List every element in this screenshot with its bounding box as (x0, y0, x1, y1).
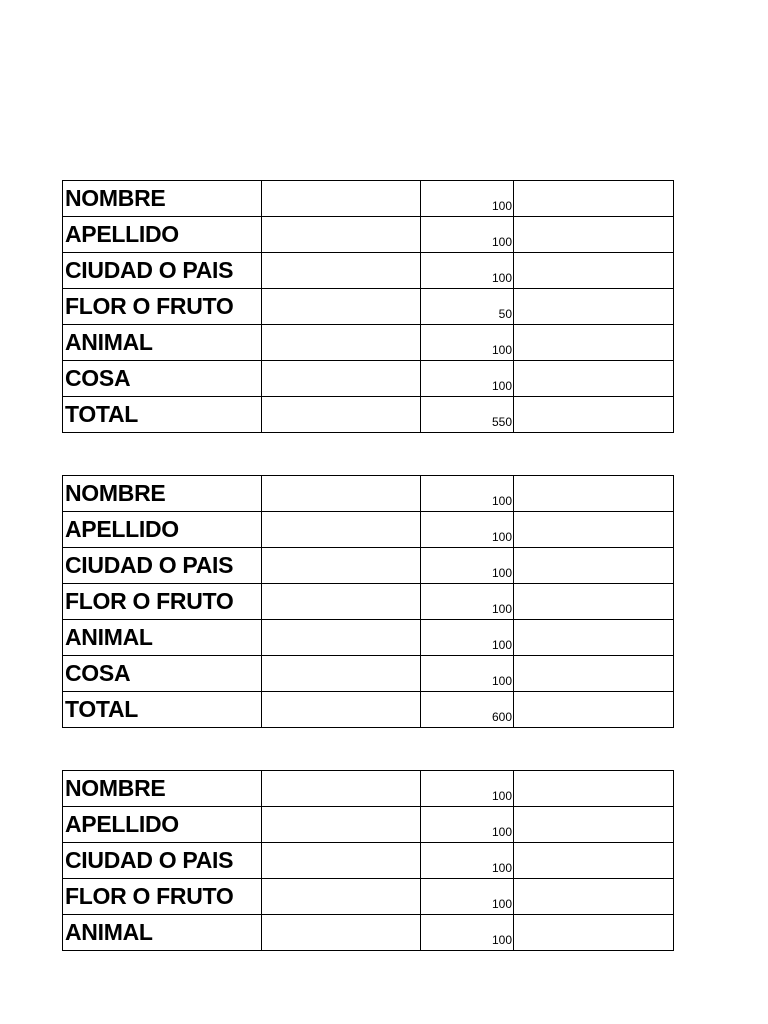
extra-cell[interactable] (514, 584, 674, 620)
points-cell: 100 (421, 843, 514, 879)
points-cell: 100 (421, 361, 514, 397)
table-row (63, 512, 674, 548)
table-row (63, 476, 674, 512)
table-row (63, 548, 674, 584)
points-cell: 100 (421, 325, 514, 361)
row-label: FLOR O FRUTO (63, 584, 262, 620)
points-cell: 100 (421, 512, 514, 548)
points-cell: 100 (421, 771, 514, 807)
table-row (63, 397, 674, 433)
answer-cell[interactable] (262, 584, 421, 620)
row-label: ANIMAL (63, 915, 262, 951)
extra-cell[interactable] (514, 253, 674, 289)
row-label: COSA (63, 656, 262, 692)
points-cell: 100 (421, 879, 514, 915)
answer-cell[interactable] (262, 656, 421, 692)
extra-cell[interactable] (514, 548, 674, 584)
answer-cell[interactable] (262, 807, 421, 843)
answer-cell[interactable] (262, 217, 421, 253)
points-cell: 100 (421, 620, 514, 656)
table-row (63, 879, 674, 915)
table-row (63, 217, 674, 253)
extra-cell[interactable] (514, 476, 674, 512)
score-table-body (63, 771, 674, 951)
row-label: TOTAL (63, 397, 262, 433)
points-cell: 100 (421, 584, 514, 620)
extra-cell[interactable] (514, 620, 674, 656)
score-table-body (63, 476, 674, 728)
answer-cell[interactable] (262, 289, 421, 325)
points-cell: 100 (421, 476, 514, 512)
row-label: ANIMAL (63, 325, 262, 361)
row-label: FLOR O FRUTO (63, 879, 262, 915)
answer-cell[interactable] (262, 325, 421, 361)
row-label: CIUDAD O PAIS (63, 843, 262, 879)
answer-cell[interactable] (262, 548, 421, 584)
table-row (63, 656, 674, 692)
table-row (63, 253, 674, 289)
table-row (63, 620, 674, 656)
extra-cell[interactable] (514, 325, 674, 361)
points-cell: 50 (421, 289, 514, 325)
extra-cell[interactable] (514, 361, 674, 397)
extra-cell[interactable] (514, 692, 674, 728)
table-row (63, 325, 674, 361)
table-row (63, 289, 674, 325)
extra-cell[interactable] (514, 843, 674, 879)
answer-cell[interactable] (262, 181, 421, 217)
row-label: NOMBRE (63, 476, 262, 512)
row-label: TOTAL (63, 692, 262, 728)
answer-cell[interactable] (262, 771, 421, 807)
row-label: APELLIDO (63, 512, 262, 548)
points-cell: 550 (421, 397, 514, 433)
extra-cell[interactable] (514, 915, 674, 951)
answer-cell[interactable] (262, 476, 421, 512)
row-label: CIUDAD O PAIS (63, 548, 262, 584)
answer-cell[interactable] (262, 512, 421, 548)
extra-cell[interactable] (514, 807, 674, 843)
answer-cell[interactable] (262, 915, 421, 951)
points-cell: 600 (421, 692, 514, 728)
points-cell: 100 (421, 253, 514, 289)
table-row (63, 692, 674, 728)
extra-cell[interactable] (514, 397, 674, 433)
extra-cell[interactable] (514, 656, 674, 692)
row-label: NOMBRE (63, 771, 262, 807)
table-row (63, 915, 674, 951)
row-label: COSA (63, 361, 262, 397)
row-label: CIUDAD O PAIS (63, 253, 262, 289)
table-row (63, 807, 674, 843)
answer-cell[interactable] (262, 397, 421, 433)
points-cell: 100 (421, 807, 514, 843)
answer-cell[interactable] (262, 620, 421, 656)
answer-cell[interactable] (262, 361, 421, 397)
row-label: APELLIDO (63, 217, 262, 253)
row-label: NOMBRE (63, 181, 262, 217)
row-label: APELLIDO (63, 807, 262, 843)
table-row (63, 361, 674, 397)
extra-cell[interactable] (514, 771, 674, 807)
table-row (63, 771, 674, 807)
answer-cell[interactable] (262, 843, 421, 879)
points-cell: 100 (421, 915, 514, 951)
table-row (63, 181, 674, 217)
extra-cell[interactable] (514, 879, 674, 915)
answer-cell[interactable] (262, 692, 421, 728)
score-table-2 (62, 475, 674, 728)
score-table-body (63, 181, 674, 433)
points-cell: 100 (421, 217, 514, 253)
score-table-1 (62, 180, 674, 433)
row-label: FLOR O FRUTO (63, 289, 262, 325)
points-cell: 100 (421, 548, 514, 584)
extra-cell[interactable] (514, 217, 674, 253)
extra-cell[interactable] (514, 181, 674, 217)
row-label: ANIMAL (63, 620, 262, 656)
table-row (63, 584, 674, 620)
points-cell: 100 (421, 656, 514, 692)
extra-cell[interactable] (514, 289, 674, 325)
table-row (63, 843, 674, 879)
extra-cell[interactable] (514, 512, 674, 548)
answer-cell[interactable] (262, 253, 421, 289)
points-cell: 100 (421, 181, 514, 217)
score-table-3 (62, 770, 674, 951)
answer-cell[interactable] (262, 879, 421, 915)
